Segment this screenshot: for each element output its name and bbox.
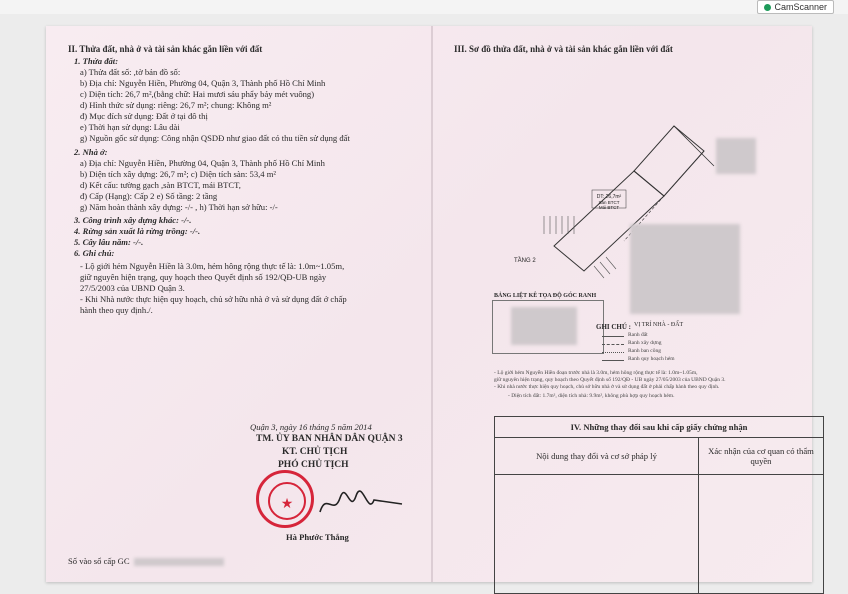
other-item: 4. Rừng sản xuất là rừng trồng: -/-. [74, 226, 201, 236]
note-line: hành theo quy định./. [80, 305, 153, 315]
legend-item: Ranh đất [628, 332, 648, 338]
plot-area-label: DT: 26,7m² [596, 194, 622, 200]
note-line: - Lộ giới hẻm Nguyễn Hiền là 3.0m, hẻm hông rộng thực tế là: 1.0m~1.05m, [80, 261, 345, 271]
legend-line [602, 352, 624, 353]
house-line: a) Địa chỉ: Nguyễn Hiền, Phường 04, Quận 3, Thành phố Hồ Chí Minh [80, 158, 325, 168]
seal-inner [268, 482, 306, 520]
signature [316, 486, 406, 522]
section-title-ii: II. Thửa đất, nhà ở và tài sản khác gắn liền với đất [68, 44, 263, 54]
other-item: 3. Công trình xây dựng khác: -/-. [74, 215, 192, 225]
legend-line [602, 336, 624, 337]
kt-label: KT. CHỦ TỊCH [282, 447, 348, 457]
land-line: g) Nguồn gốc sử dụng: Công nhận QSDĐ như giao đất có thu tiền sử dụng đất [80, 133, 350, 143]
land-line: e) Thời hạn sử dụng: Lâu dài [80, 122, 180, 132]
land-heading: 1. Thửa đất: [74, 56, 119, 66]
col-content: Nội dung thay đổi và cơ sở pháp lý [495, 438, 699, 475]
changes-table [494, 416, 824, 594]
note-line: giữ nguyên hiện trạng, quy hoạch theo Quyết định số 192/QĐ-UB ngày [80, 272, 327, 282]
section-title-iii: III. Sơ đồ thửa đất, nhà ở và tài sản khác gắn liền với đất [454, 44, 673, 54]
signer-name: Hà Phước Thắng [286, 532, 349, 542]
house-line: d) Kết cấu: tường gạch ,sàn BTCT, mái BTCT, [80, 180, 241, 190]
legend-line [602, 360, 624, 361]
house-heading: 2. Nhà ở: [74, 147, 108, 157]
redaction [511, 307, 577, 345]
plot-sub-label: Sàn BTCT [598, 200, 620, 205]
empty-cell [698, 475, 823, 594]
house-line: b) Diện tích xây dựng: 26,7 m²; c) Diện tích sàn: 53,4 m² [80, 169, 276, 179]
other-item: 5. Cây lâu năm: -/-. [74, 237, 144, 247]
land-line: c) Diện tích: 26,7 m²,(bằng chữ: Hai mươi sáu phẩy bảy mét vuông) [80, 89, 315, 99]
small-note: - Lộ giới hẻm Nguyễn Hiền đoạn trước nhà là 3.0m, hẻm hông rộng thực tế là: 1.0m~1.05m, [494, 370, 698, 376]
land-line: đ) Mục đích sử dụng: Đất ở tại đô thị [80, 111, 208, 121]
small-note: - Diện tích đất: 1.7m², diện tích nhà: 9.9m², không phù hợp quy hoạch hẻm. [508, 393, 675, 399]
right-page [434, 26, 812, 582]
land-line: d) Hình thức sử dụng: riêng: 26,7 m²; chung: Không m² [80, 100, 272, 110]
location-label: VỊ TRÍ NHÀ - ĐẤT [634, 322, 684, 328]
position: PHÓ CHỦ TỊCH [278, 460, 349, 470]
land-line: a) Thửa đất số: ,tờ bản đồ số: [80, 67, 181, 77]
coord-table [492, 300, 604, 354]
footer-registry: Số vào sổ cấp GC [68, 556, 224, 567]
empty-cell [495, 475, 699, 594]
redaction [716, 138, 756, 174]
land-line: b) Địa chỉ: Nguyễn Hiền, Phường 04, Quận 3, Thành phố Hồ Chí Minh [80, 78, 326, 88]
col-confirmation: Xác nhận của cơ quan có thẩm quyền [698, 438, 823, 475]
legend-item: Ranh quy hoạch hẻm [628, 356, 675, 362]
note-line: 27/5/2003 của UBND Quận 3. [80, 283, 185, 293]
top-bar [0, 0, 848, 14]
left-page [46, 26, 430, 582]
camscanner-badge: CamScanner [757, 0, 834, 14]
changes-table-title: IV. Những thay đổi sau khi cấp giấy chứng nhận [495, 417, 824, 438]
small-note: giữ nguyên hiện trạng, quy hoạch theo Quyết định số 192/QĐ - UB ngày 27/05/2003 của UBND Quận 3. [494, 377, 726, 383]
plot-sub-label-2: Mái BTCT [598, 205, 620, 210]
legend-item: Ranh ban công [628, 348, 661, 354]
star-icon: ★ [280, 497, 294, 512]
legend-line [602, 344, 624, 345]
redaction [134, 558, 224, 566]
note-line: - Khi Nhà nước thực hiện quy hoạch, chủ sở hữu nhà ở và sử dụng đất ở chấp [80, 294, 347, 304]
notes-title: GHI CHÚ : [596, 323, 631, 331]
authority: TM. ỦY BAN NHÂN DÂN QUẬN 3 [256, 434, 403, 444]
red-seal [256, 470, 314, 528]
camscanner-icon [764, 4, 771, 11]
house-line: đ) Cấp (Hạng): Cấp 2 e) Số tầng: 2 tầng [80, 191, 218, 201]
certificate-document [46, 26, 812, 582]
coord-table-title: BẢNG LIỆT KÊ TỌA ĐỘ GÓC RANH [494, 293, 597, 299]
notes-heading: 6. Ghi chú: [74, 248, 115, 258]
small-note: - Khi nhà nước thực hiện quy hoạch, chủ sở hữu nhà ở và sử dụng đất ở phải chấp hành theo quy định. [494, 384, 720, 390]
page-fold [431, 26, 433, 582]
redaction [630, 224, 740, 314]
issue-date: Quận 3, ngày 16 tháng 5 năm 2014 [250, 422, 372, 432]
legend-item: Ranh xây dựng [628, 340, 662, 346]
house-line: g) Năm hoàn thành xây dựng: -/- , h) Thời hạn sở hữu: -/- [80, 202, 278, 212]
floor-label: TẦNG 2 [514, 258, 536, 264]
